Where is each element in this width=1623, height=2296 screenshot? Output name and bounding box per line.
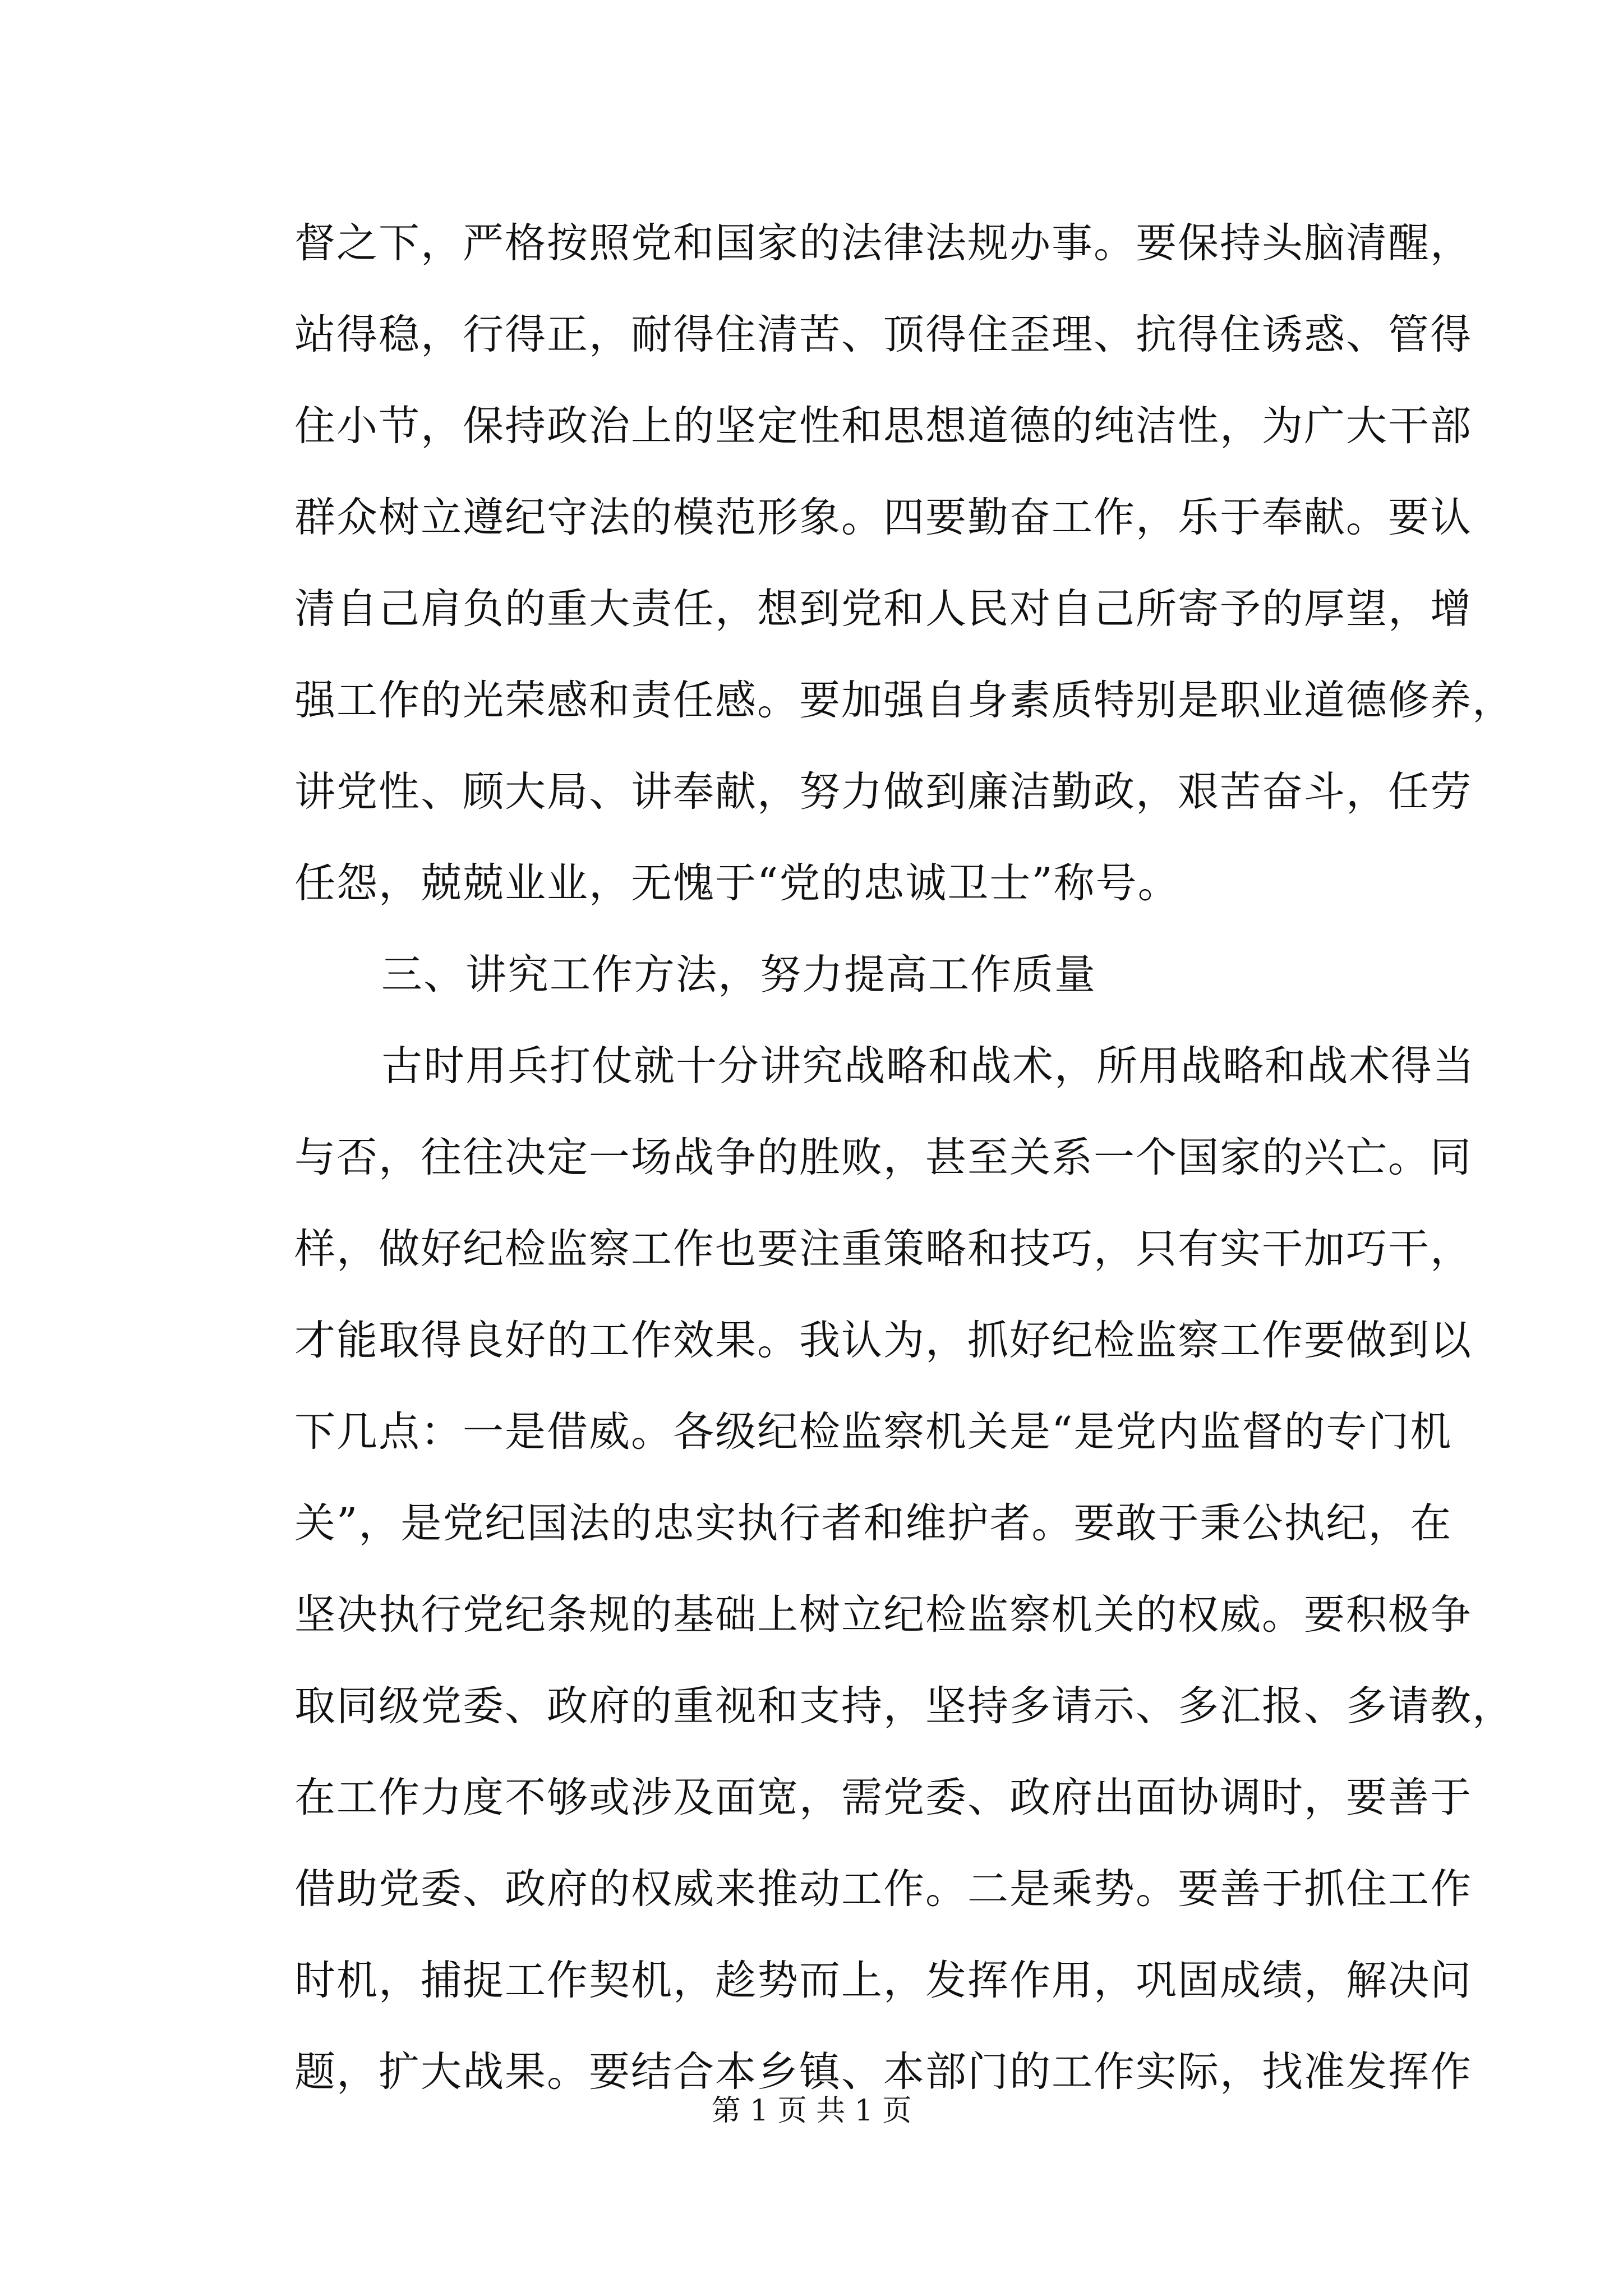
text-line: 与否，往往决定一场战争的胜败，甚至关系一个国家的兴亡。同 [294,1134,1472,1181]
text-line: 下几点：一是借威。各级纪检监察机关是“是党内监督的专门机 [294,1408,1453,1456]
text-line: 关”，是党纪国法的忠实执行者和维护者。要敢于秉公执纪，在 [294,1499,1453,1547]
text-line: 清自己肩负的重大责任，想到党和人民对自己所寄予的厚望，增 [294,585,1472,633]
page-number-label: 第 1 页 共 1 页 [711,2094,912,2128]
text-line: 群众树立遵纪守法的模范形象。四要勤奋工作，乐于奉献。要认 [294,494,1472,541]
text-line: 任怨，兢兢业业，无愧于“党的忠诚卫士”称号。 [294,859,1180,907]
text-line: 住小节，保持政治上的坚定性和思想道德的纯洁性，为广大干部 [294,402,1472,450]
text-line: 站得稳，行得正，耐得住清苦、顶得住歪理、抗得住诱惑、管得 [294,311,1472,358]
document-body [294,197,1514,2118]
text-line: 时机，捕捉工作契机，趁势而上，发挥作用，巩固成绩，解决问 [294,1957,1472,2004]
text-line: 坚决执行党纪条规的基础上树立纪检监察机关的权威。要积极争 [294,1591,1472,1639]
text-line: 讲党性、顾大局、讲奉献，努力做到廉洁勤政，艰苦奋斗，任劳 [294,768,1472,816]
text-line: 题，扩大战果。要结合本乡镇、本部门的工作实际，找准发挥作 [294,2048,1472,2096]
text-line: 才能取得良好的工作效果。我认为，抓好纪检监察工作要做到以 [294,1317,1472,1364]
text-line: 强工作的光荣感和责任感。要加强自身素质特别是职业道德修养， [294,677,1514,724]
section-heading: 三、讲究工作方法，努力提高工作质量 [381,951,1096,999]
text-line: 在工作力度不够或涉及面宽，需党委、政府出面协调时，要善于 [294,1774,1472,1821]
text-line: 古时用兵打仗就十分讲究战略和战术，所用战略和战术得当 [381,1042,1475,1090]
page-footer [0,2091,1623,2131]
text-line: 借助党委、政府的权威来推动工作。二是乘势。要善于抓住工作 [294,1865,1472,1913]
text-line: 样，做好纪检监察工作也要注重策略和技巧，只有实干加巧干， [294,1225,1472,1273]
text-line: 取同级党委、政府的重视和支持，坚持多请示、多汇报、多请教， [294,1682,1514,1730]
text-line: 督之下，严格按照党和国家的法律法规办事。要保持头脑清醒， [294,219,1472,267]
